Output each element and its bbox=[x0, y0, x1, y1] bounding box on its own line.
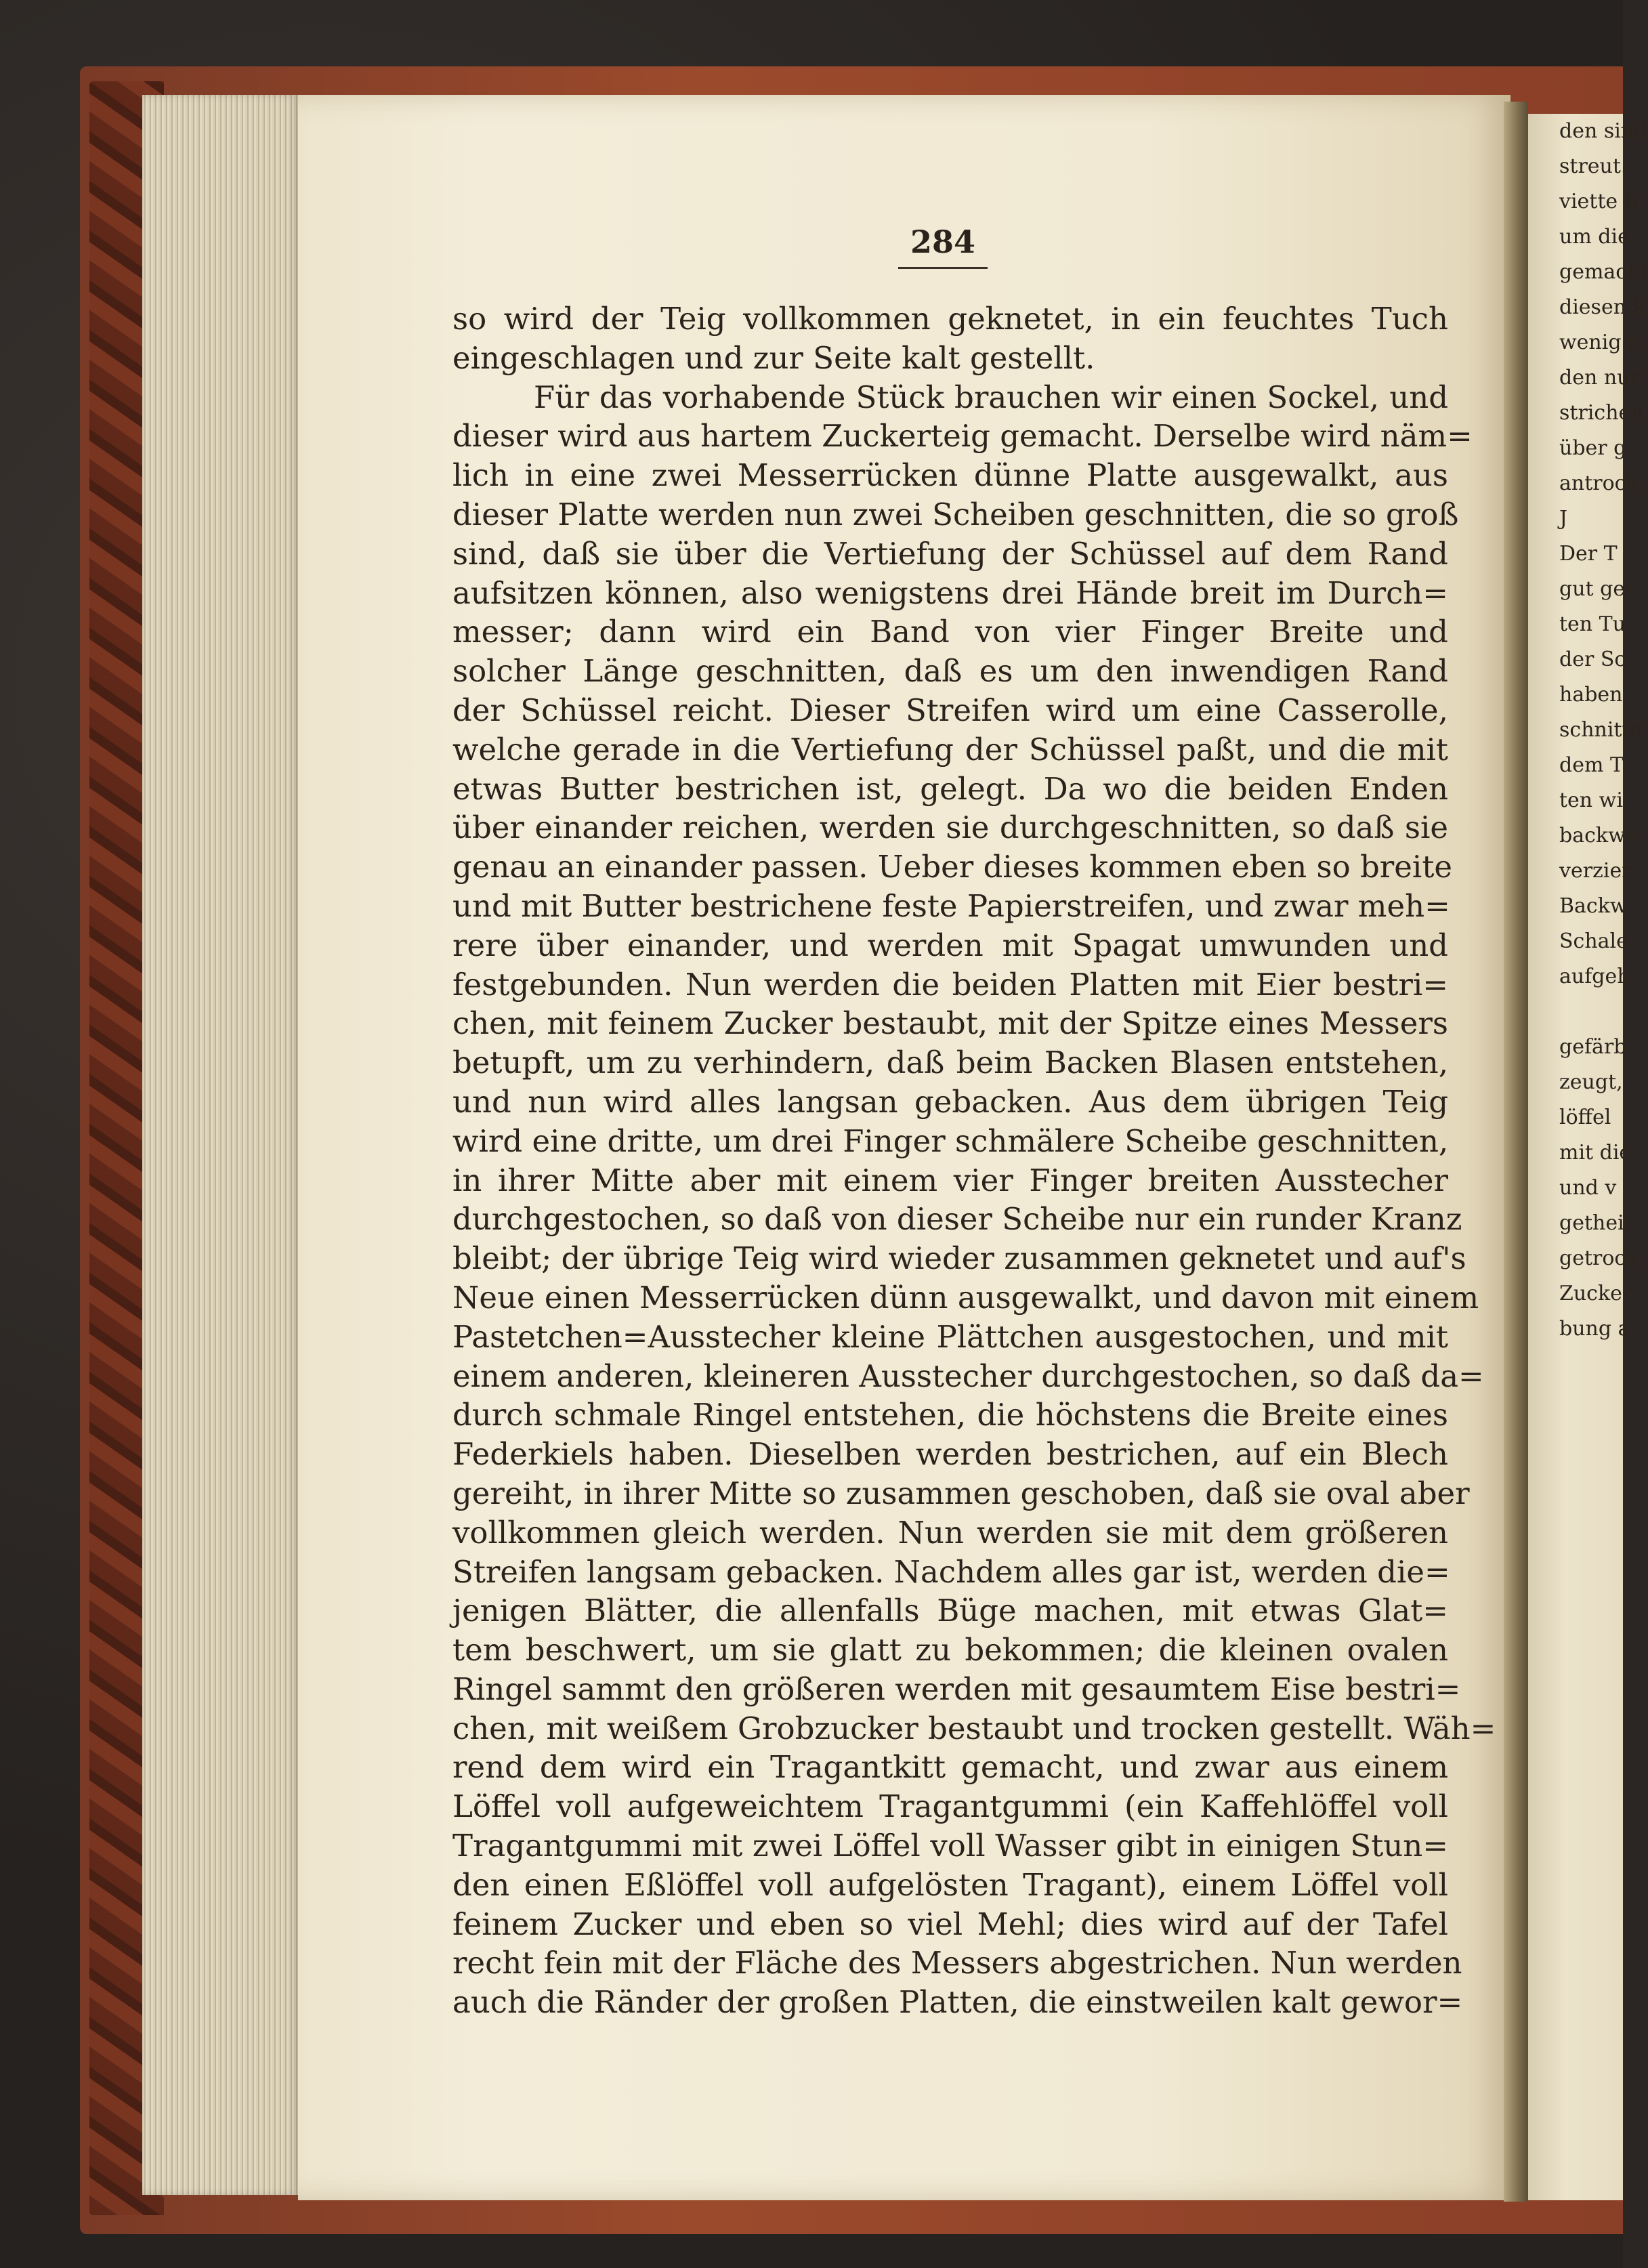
next-page-line: bung a bbox=[1559, 1317, 1630, 1341]
book-gutter bbox=[1504, 102, 1528, 2202]
text-line: chen, mit feinem Zucker bestaubt, mit der Spitze eines Messers bbox=[452, 1005, 1448, 1042]
text-line: eingeschlagen und zur Seite kalt gestellt. bbox=[452, 339, 1095, 376]
next-page-line: löffel bbox=[1559, 1106, 1611, 1129]
next-page-line: den nur bbox=[1559, 366, 1640, 390]
next-page-line: Backw bbox=[1559, 894, 1628, 918]
text-line: chen, mit weißem Grobzucker bestaubt und trocken gestellt. Wäh= bbox=[452, 1710, 1496, 1746]
text-line: vollkommen gleich werden. Nun werden sie mit dem größeren bbox=[452, 1514, 1448, 1551]
text-line: durchgestochen, so daß von dieser Scheibe nur ein runder Kranz bbox=[452, 1201, 1462, 1238]
text-line: etwas Butter bestrichen ist, gelegt. Da wo die beiden Enden bbox=[452, 770, 1448, 807]
text-line: feinem Zucker und eben so viel Mehl; dies wird auf der Tafel bbox=[452, 1906, 1448, 1942]
text-line: den einen Eßlöffel voll aufgelösten Tragant), einem Löffel voll bbox=[452, 1866, 1448, 1903]
next-page-line: gut gef bbox=[1559, 577, 1633, 601]
text-line: dieser wird aus hartem Zuckerteig gemacht. Derselbe wird näm= bbox=[452, 418, 1473, 455]
next-page-line: dem T bbox=[1559, 753, 1624, 777]
next-page-line: wenig a bbox=[1559, 331, 1640, 354]
next-page-line: ten Tu bbox=[1559, 612, 1626, 636]
next-page-line: diesen k bbox=[1559, 295, 1645, 319]
text-line: welche gerade in die Vertiefung der Schüssel paßt, und die mit bbox=[452, 731, 1448, 768]
text-line: solcher Länge geschnitten, daß es um den inwendigen Rand bbox=[452, 653, 1448, 690]
text-line: in ihrer Mitte aber mit einem vier Finger breiten Ausstecher bbox=[452, 1162, 1448, 1198]
text-line: gereiht, in ihrer Mitte so zusammen geschoben, daß sie oval aber bbox=[452, 1475, 1470, 1511]
text-line: Pastetchen=Ausstecher kleine Plättchen ausgestochen, und mit bbox=[452, 1318, 1448, 1355]
text-line: bleibt; der übrige Teig wird wieder zusammen geknetet und auf's bbox=[452, 1240, 1466, 1277]
next-page-line: getrock bbox=[1559, 1246, 1639, 1270]
text-line: durch schmale Ringel entstehen, die höchstens die Breite eines bbox=[452, 1397, 1448, 1433]
next-page-line: der Sc bbox=[1559, 648, 1626, 671]
text-line: einem anderen, kleineren Ausstecher durchgestochen, so daß da= bbox=[452, 1358, 1484, 1394]
next-page-line: haben. bbox=[1559, 683, 1630, 707]
text-line: Federkiels haben. Dieselben werden bestrichen, auf ein Blech bbox=[452, 1436, 1448, 1473]
next-page-line: gefärb bbox=[1559, 1035, 1627, 1059]
next-page-line: viette b bbox=[1559, 190, 1637, 213]
text-line: Ringel sammt den größeren werden mit gesaumtem Eise bestri= bbox=[452, 1671, 1461, 1707]
text-line: Löffel voll aufgeweichtem Tragantgummi (ein Kaffehlöffel voll bbox=[452, 1788, 1448, 1825]
next-page-line: ten wi bbox=[1559, 789, 1623, 812]
text-line: messer; dann wird ein Band von vier Finger Breite und bbox=[452, 614, 1448, 650]
text-line: und nun wird alles langsan gebacken. Aus dem übrigen Teig bbox=[452, 1083, 1448, 1120]
text-line: sind, daß sie über die Vertiefung der Schüssel auf dem Rand bbox=[452, 535, 1448, 572]
next-page-line: den sind bbox=[1559, 119, 1647, 143]
next-page-line: J bbox=[1559, 507, 1568, 530]
text-line: auch die Ränder der großen Platten, die einstweilen kalt gewor= bbox=[452, 1984, 1463, 2021]
text-line: lich in eine zwei Messerrücken dünne Platte ausgewalkt, aus bbox=[452, 457, 1448, 494]
text-line: betupft, um zu verhindern, daß beim Backen Blasen entstehen, bbox=[452, 1045, 1448, 1081]
next-page-line: streut. bbox=[1559, 154, 1628, 178]
text-line: Tragantgummi mit zwei Löffel voll Wasser gibt in einigen Stun= bbox=[452, 1828, 1448, 1864]
text-line: wird eine dritte, um drei Finger schmälere Scheibe geschnitten, bbox=[452, 1122, 1449, 1159]
text-line: aufsitzen können, also wenigstens drei Hände breit im Durch= bbox=[452, 574, 1448, 611]
next-page-line: antrock bbox=[1559, 471, 1639, 495]
text-line: recht fein mit der Fläche des Messers abgestrichen. Nun werden bbox=[452, 1945, 1462, 1981]
page-number: 284 bbox=[910, 224, 976, 260]
next-page-line: Der T bbox=[1559, 542, 1618, 566]
text-line: Für das vorhabende Stück brauchen wir einen Sockel, und bbox=[534, 379, 1448, 415]
next-page-line: aufgeh bbox=[1559, 965, 1630, 988]
text-line: Streifen langsam gebacken. Nachdem alles gar ist, werden die= bbox=[452, 1553, 1450, 1590]
text-line: tem beschwert, um sie glatt zu bekommen; die kleinen ovalen bbox=[452, 1632, 1448, 1668]
text-line: rend dem wird ein Tragantkitt gemacht, und zwar aus einem bbox=[452, 1749, 1448, 1786]
next-page-line bbox=[1528, 994, 1623, 1030]
page-number-rule bbox=[898, 267, 988, 269]
next-page-line: schnitte bbox=[1559, 718, 1643, 742]
text-line: über einander reichen, werden sie durchgeschnitten, so daß sie bbox=[452, 810, 1448, 846]
text-line: der Schüssel reicht. Dieser Streifen wird um eine Casserolle, bbox=[452, 692, 1448, 728]
next-page-line: über g bbox=[1559, 436, 1627, 460]
text-line: jenigen Blätter, die allenfalls Büge machen, mit etwas Glat= bbox=[452, 1593, 1448, 1629]
next-page-line: mit die bbox=[1559, 1141, 1632, 1164]
next-page-line: strichen bbox=[1559, 401, 1644, 425]
text-line: Neue einen Messerrücken dünn ausgewalkt, und davon mit einem bbox=[452, 1279, 1479, 1316]
next-page-line: Zucker bbox=[1559, 1282, 1632, 1305]
next-page-line: Schale bbox=[1559, 929, 1628, 953]
next-page-line: und v bbox=[1559, 1176, 1617, 1200]
text-line: festgebunden. Nun werden die beiden Platten mit Eier bestri= bbox=[452, 966, 1448, 1003]
next-page-line: verzier bbox=[1559, 859, 1632, 883]
page-edges bbox=[142, 95, 299, 2195]
text-line: genau an einander passen. Ueber dieses kommen eben so breite bbox=[452, 849, 1453, 885]
text-line: dieser Platte werden nun zwei Scheiben geschnitten, die so groß bbox=[452, 496, 1459, 532]
text-line: so wird der Teig vollkommen geknetet, in ein feuchtes Tuch bbox=[452, 301, 1448, 337]
next-page-line: zeugt, bbox=[1559, 1070, 1623, 1094]
next-page-line: um die bbox=[1559, 225, 1630, 249]
next-page-line: gemacht bbox=[1559, 260, 1648, 284]
text-line: rere über einander, und werden mit Spagat umwunden und bbox=[452, 927, 1448, 963]
book-page-right-fragment bbox=[1528, 114, 1648, 2200]
next-page-line: backwe bbox=[1559, 824, 1638, 847]
next-page-line: getheil bbox=[1559, 1211, 1631, 1235]
text-line: und mit Butter bestrichene feste Papierstreifen, und zwar meh= bbox=[452, 887, 1450, 924]
body-text bbox=[452, 299, 1496, 2022]
